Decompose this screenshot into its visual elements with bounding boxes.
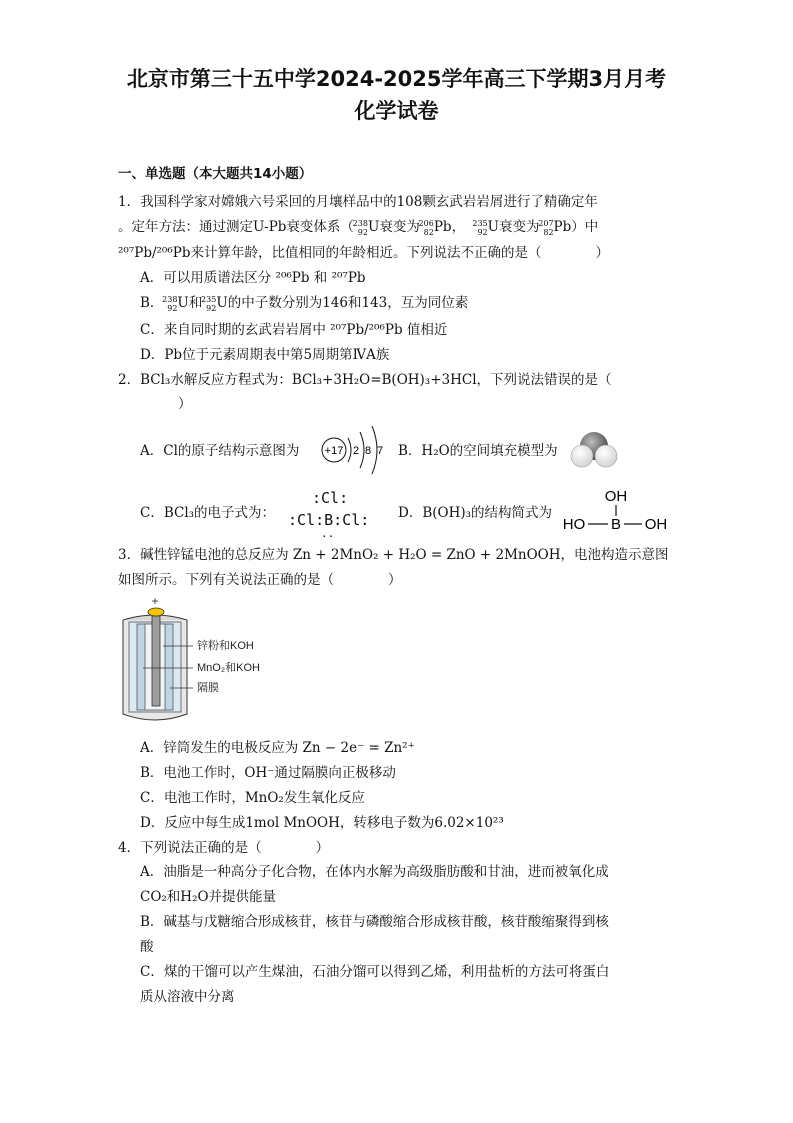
- page-title-line-1: 北京市第三十五中学2024-2025学年高三下学期3月月考: [126, 67, 667, 91]
- q2-stem-line-2: ）: [178, 396, 192, 412]
- section-heading: 一、单选题（本大题共14小题）: [118, 166, 313, 182]
- q1-stem-line-3: ²⁰⁷Pb/²⁰⁶Pb来计算年龄，比值相同的年龄相近。下列说法不正确的是（ ）: [118, 245, 609, 261]
- isotope-u238: 238 92: [352, 218, 368, 237]
- q3-option-b: B．电池工作时，OH⁻通过隔膜向正极移动: [140, 765, 396, 781]
- q4-option-a-line-2: CO₂和H₂O并提供能量: [140, 889, 277, 905]
- q2-option-b: B．H₂O的空间填充模型为: [398, 443, 558, 459]
- isotope-pb207: 207 82: [538, 218, 554, 237]
- q4-option-c-line-1: C．煤的干馏可以产生煤油，石油分馏可以得到乙烯，利用盐析的方法可将蛋白: [140, 964, 610, 980]
- q4-option-b-line-2: 酸: [140, 939, 154, 955]
- h2o-space-filling-model: [566, 430, 622, 470]
- q2-option-c: C．BCl₃的电子式为：: [140, 505, 276, 521]
- svg-text:锌粉和KOH: 锌粉和KOH: [197, 640, 254, 652]
- page-title-line-2: 化学试卷: [354, 99, 439, 123]
- svg-text:OH: OH: [604, 488, 628, 505]
- svg-text:8: 8: [364, 445, 372, 457]
- cl-atom-structure-diagram: [318, 420, 388, 480]
- q3-option-a: A．锌筒发生的电极反应为 Zn − 2e⁻ = Zn²⁺: [140, 740, 415, 756]
- svg-text:2: 2: [352, 445, 360, 457]
- q3-stem-line-2: 如图所示。下列有关说法正确的是（ ）: [118, 572, 402, 588]
- svg-text:7: 7: [376, 445, 384, 457]
- q1-option-d: D．Pb位于元素周期表中第5周期第ⅣA族: [140, 347, 390, 363]
- bcl3-lewis-middle: :Cl:B:Cl:: [288, 511, 370, 529]
- q3-option-d: D．反应中每生成1mol MnOOH，转移电子数为6.02×10²³: [140, 815, 504, 831]
- q1-option-a: A．可以用质谱法区分 ²⁰⁶Pb 和 ²⁰⁷Pb: [140, 270, 366, 286]
- q1-option-c: C．来自同时期的玄武岩岩屑中 ²⁰⁷Pb/²⁰⁶Pb 值相近: [140, 322, 448, 338]
- battery-structure-diagram: [115, 592, 295, 727]
- q3-stem-line-1: 3．碱性锌锰电池的总反应为 Zn + 2MnO₂ + H₂O = ZnO + 2MnOOH，电池构造示意图: [118, 547, 669, 563]
- q4-option-b-line-1: B．碱基与戊糖缩合形成核苷，核苷与磷酸缩合形成核苷酸，核苷酸缩聚得到核: [140, 914, 609, 930]
- svg-text:OH: OH: [644, 516, 668, 533]
- svg-text:MnO₂和KOH: MnO₂和KOH: [197, 662, 260, 674]
- q1-stem-line-2: 。定年方法：通过测定U-Pb衰变体系（ 238 92 U衰变为 206 82 Pb， 235 92 U衰变为 207 82 Pb）中: [118, 218, 599, 237]
- q2-option-a: A．Cl的原子结构示意图为: [140, 443, 300, 459]
- svg-text:隔膜: 隔膜: [197, 682, 219, 694]
- svg-text:HO: HO: [562, 516, 586, 533]
- q2-stem-line-1: 2．BCl₃水解反应方程式为：BCl₃+3H₂O=B(OH)₃+3HCl，下列说法错误的是（: [118, 372, 612, 388]
- isotope-pb206: 206 82: [418, 218, 434, 237]
- isotope-u235: 235 92: [472, 218, 488, 237]
- q1-option-b: B． 238 92 U和 235 92 U的中子数分别为146和143，互为同位素: [140, 294, 469, 313]
- bcl3-lewis-bottom-dots: ··: [321, 530, 335, 543]
- q2-option-d: D．B(OH)₃的结构简式为: [398, 505, 553, 521]
- svg-text:B: B: [610, 516, 622, 533]
- q4-option-c-line-2: 质从溶液中分离: [140, 989, 235, 1005]
- q3-option-c: C．电池工作时，MnO₂发生氧化反应: [140, 790, 365, 806]
- bcl3-lewis-top: :Cl:: [312, 489, 349, 507]
- q1-stem-line-1: 1．我国科学家对嫦娥六号采回的月壤样品中的108颗玄武岩岩屑进行了精确定年: [118, 194, 598, 210]
- boh3-structural-formula: [560, 486, 670, 536]
- q4-option-a-line-1: A．油脂是一种高分子化合物，在体内水解为高级脂肪酸和甘油，进而被氧化成: [140, 864, 609, 880]
- positive-terminal-sign: +: [151, 594, 159, 608]
- q4-stem: 4．下列说法正确的是（ ）: [118, 840, 330, 856]
- svg-text:+17: +17: [324, 445, 344, 457]
